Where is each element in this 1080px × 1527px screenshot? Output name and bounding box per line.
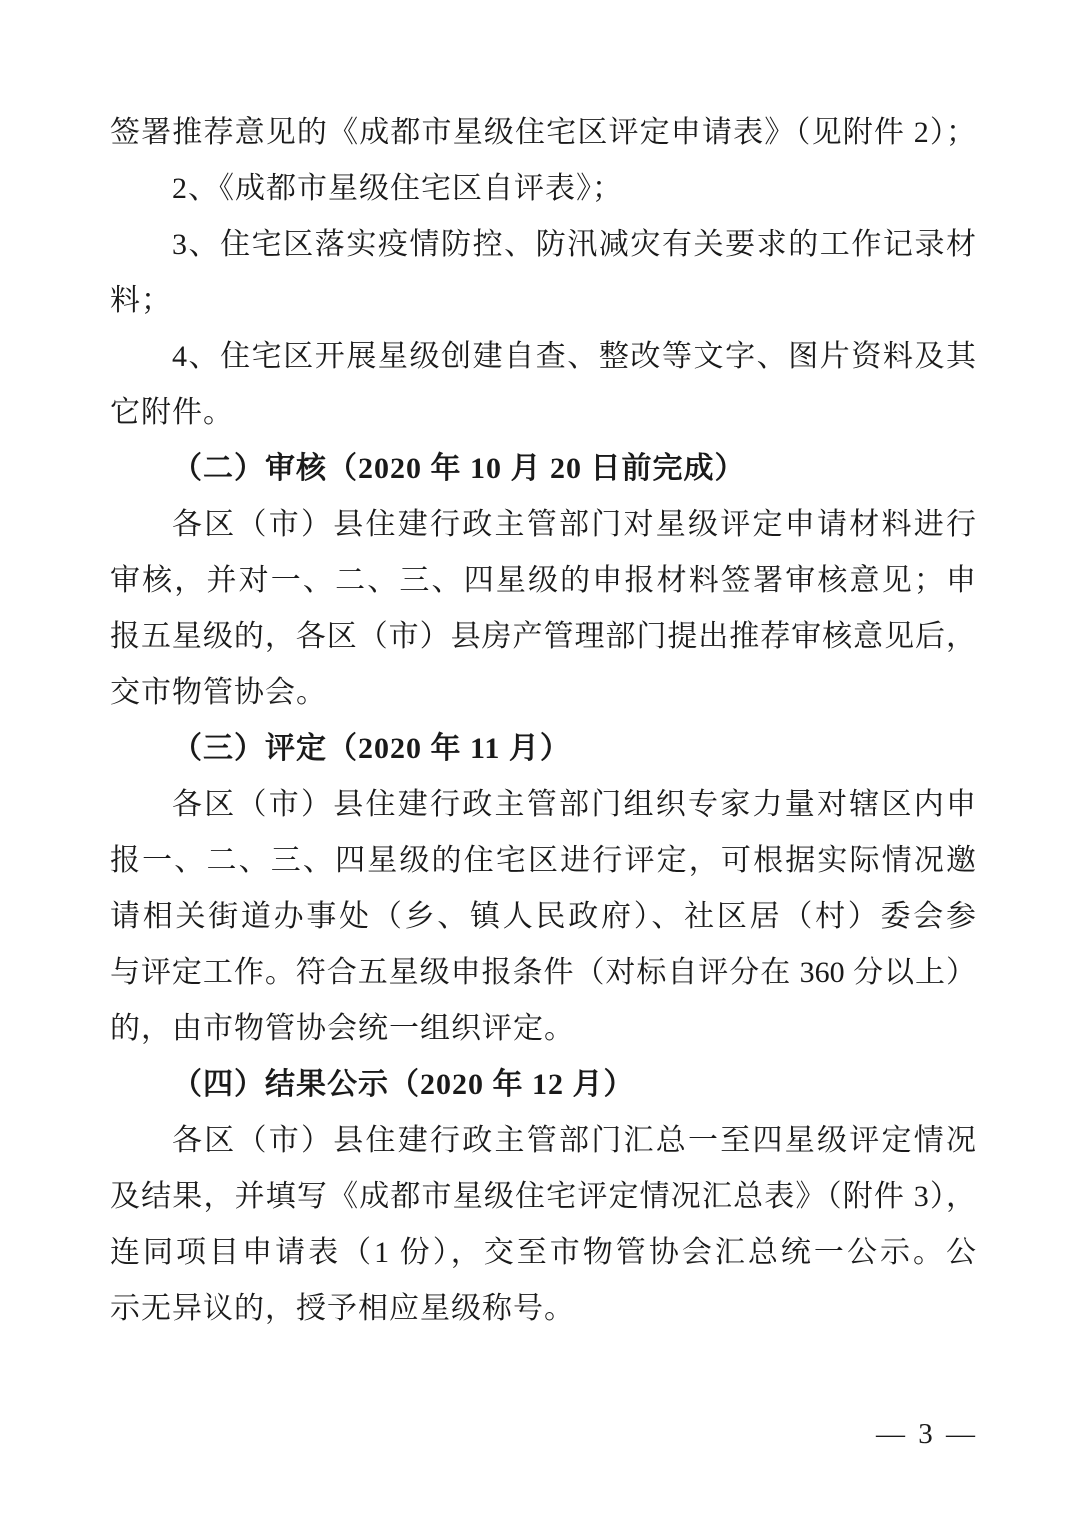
list-item-2: 2、《成都市星级住宅区自评表》； — [172, 172, 623, 205]
text-line: 连同项目申请表（1 份），交至市物管协会汇总统一公示。公 — [110, 1236, 976, 1269]
section-heading-3: （三）评定（2020 年 11 月） — [172, 732, 571, 765]
text-line: 它附件。 — [110, 396, 234, 429]
page-number: — 3 — — [876, 1418, 978, 1450]
text-line: 料； — [110, 284, 172, 317]
section-heading-4: （四）结果公示（2020 年 12 月） — [172, 1068, 635, 1101]
list-item-3: 3、住宅区落实疫情防控、防汛减灾有关要求的工作记录材 — [172, 228, 976, 261]
section-heading-2: （二）审核（2020 年 10 月 20 日前完成） — [172, 452, 746, 485]
text-line: 的，由市物管协会统一组织评定。 — [110, 1012, 575, 1045]
text-line: 与评定工作。符合五星级申报条件（对标自评分在 360 分以上） — [110, 956, 976, 989]
text-line: 报一、二、三、四星级的住宅区进行评定，可根据实际情况邀 — [110, 844, 976, 877]
text-line: 各区（市）县住建行政主管部门对星级评定申请材料进行 — [172, 508, 976, 541]
text-line: 各区（市）县住建行政主管部门组织专家力量对辖区内申 — [172, 788, 976, 821]
text-line: 签署推荐意见的《成都市星级住宅区评定申请表》（见附件 2）； — [110, 116, 976, 149]
text-line: 交市物管协会。 — [110, 676, 327, 709]
text-line: 及结果，并填写《成都市星级住宅评定情况汇总表》（附件 3）， — [110, 1180, 976, 1213]
text-line: 示无异议的，授予相应星级称号。 — [110, 1292, 575, 1325]
text-line: 报五星级的，各区（市）县房产管理部门提出推荐审核意见后， — [110, 620, 976, 653]
text-line: 审核，并对一、二、三、四星级的申报材料签署审核意见；申 — [110, 564, 976, 597]
list-item-4: 4、住宅区开展星级创建自查、整改等文字、图片资料及其 — [172, 340, 976, 373]
text-line: 请相关街道办事处（乡、镇人民政府）、社区居（村）委会参 — [110, 900, 976, 933]
document-body — [110, 105, 976, 1337]
text-line: 各区（市）县住建行政主管部门汇总一至四星级评定情况 — [172, 1124, 976, 1157]
